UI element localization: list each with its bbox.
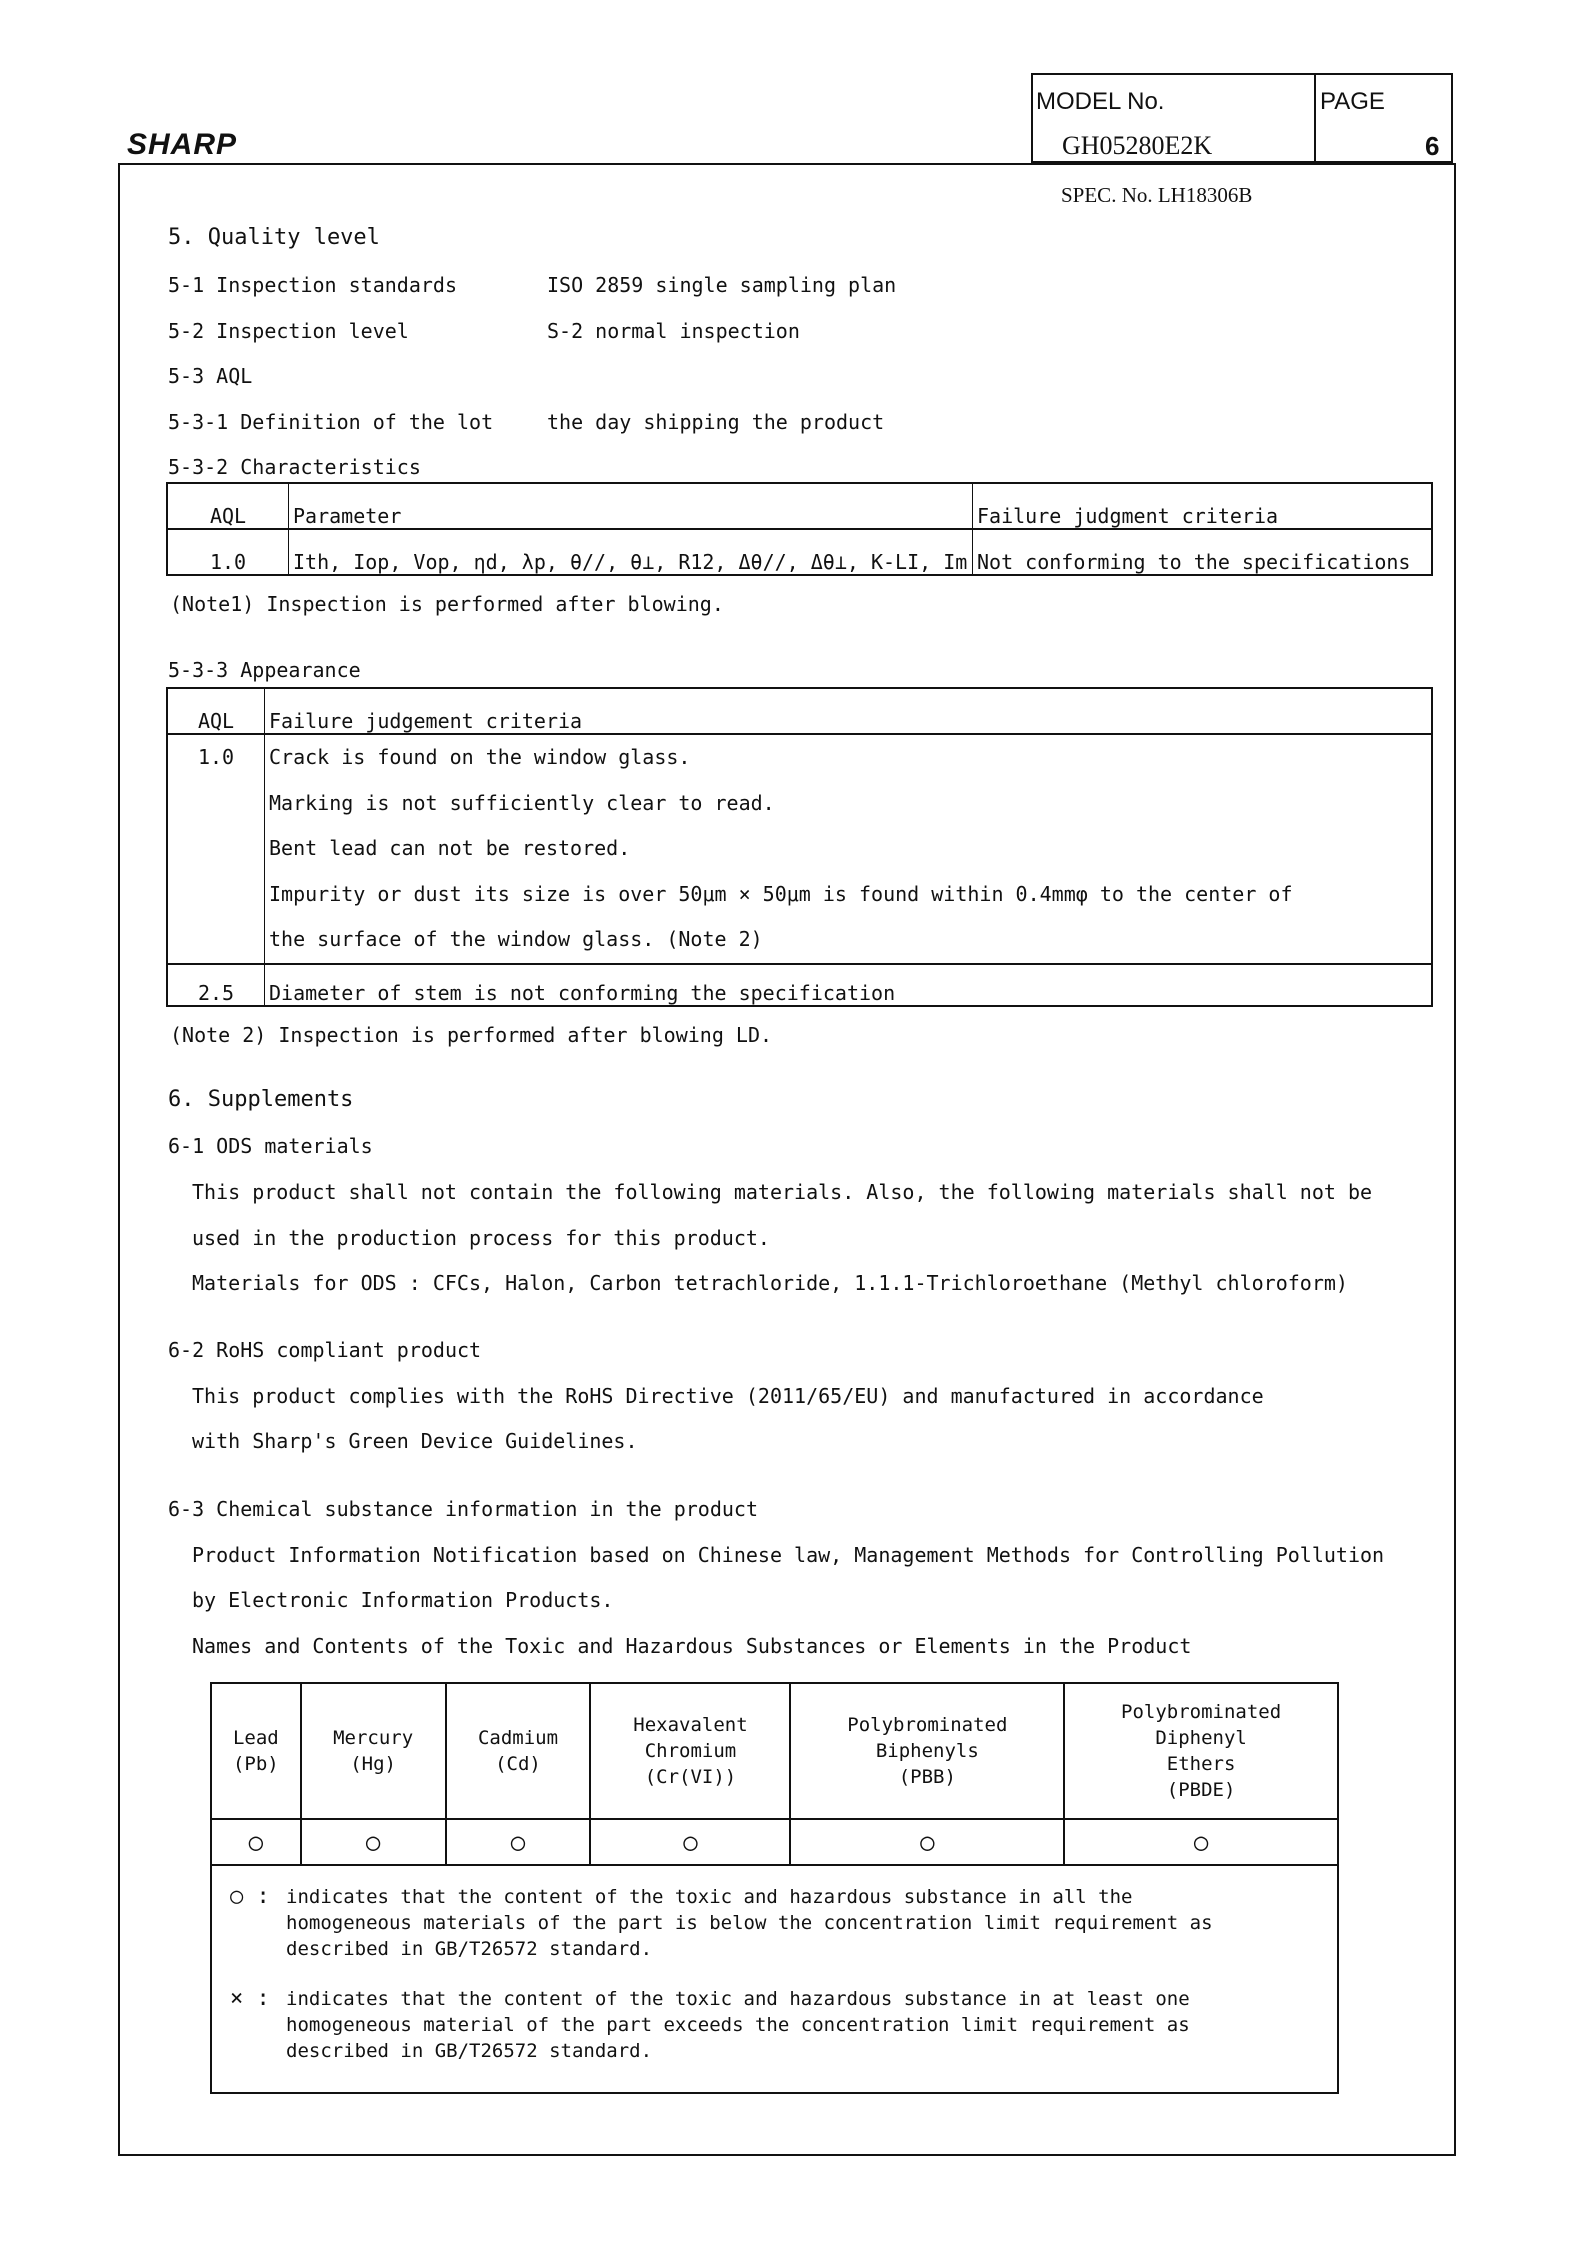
mark-pbb: ○ [790,1819,1064,1865]
mark-cadmium: ○ [446,1819,591,1865]
header-text: (PBB) [898,1766,956,1788]
header-cell-cadmium [446,1683,591,1819]
criteria-line: Bent lead can not be restored. [269,836,631,861]
header-text: Cadmium [477,1727,559,1749]
chem-line: Names and Contents of the Toxic and Hazardous Substances or Elements in the Product [192,1634,1192,1658]
mark-hexavalent-chromium: ○ [590,1819,790,1865]
header-text: Polybrominated [1121,1701,1282,1723]
criteria-line: Impurity or dust its size is over 50μm × 50μm is found within 0.4mmφ to the center of [269,881,1293,906]
page-number: 6 [1425,131,1440,161]
chem-line: by Electronic Information Products. [192,1588,614,1612]
criteria-line: the surface of the window glass. (Note 2) [269,927,763,952]
header-text: Mercury [333,1727,414,1749]
table-header-row [211,1683,1338,1819]
cell-aql: 1.0 [197,745,235,769]
rohs-title: 6-2 RoHS compliant product [168,1338,482,1362]
criteria-line: Marking is not sufficiently clear to read. [269,790,775,815]
page-label: PAGE [1320,88,1385,115]
table-row [211,1819,1338,1865]
table-row [167,964,1432,1006]
sharp-logo: SHARP [127,128,238,161]
cross-mark: × : [230,1986,270,2011]
header-text: Ethers [1166,1753,1236,1775]
header-text: (Hg) [350,1753,396,1775]
header-divider [1314,73,1316,163]
rohs-line: This product complies with the RoHS Directive (2011/65/EU) and manufactured in accordance [192,1384,1264,1408]
header-text: Diphenyl [1155,1727,1247,1749]
section-5-title: 5. Quality level [168,225,380,250]
ods-line: used in the production process for this product. [192,1226,770,1250]
header-text: (Cd) [495,1753,541,1775]
ods-line: This product shall not contain the following materials. Also, the following materials shall not be [192,1180,1373,1204]
mark-lead: ○ [211,1819,301,1865]
cell-aql: 2.5 [167,964,265,1006]
legend-cross [212,1986,1252,2064]
ods-title: 6-1 ODS materials [168,1134,373,1158]
characteristics-title: 5-3-2 Characteristics [168,455,421,479]
header-cell-parameter: Parameter [289,483,973,529]
quality-row-label: 5-3 AQL [168,364,253,388]
section-6-title: 6. Supplements [168,1087,354,1112]
legend-cell [211,1865,1338,2093]
appearance-title: 5-3-3 Appearance [168,658,361,682]
quality-row-label: 5-1 Inspection standards [168,273,457,297]
header-cell-hexavalent-chromium [590,1683,790,1819]
circle-mark: ○ : [230,1884,270,1909]
model-number-value: GH05280E2K [1062,131,1213,160]
header-text: Polybrominated [847,1714,1008,1736]
header-text: Biphenyls [875,1740,979,1762]
table-header-row [167,688,1432,734]
cell-criteria: Diameter of stem is not conforming the specification [265,964,1433,1006]
header-cell-criteria: Failure judgement criteria [265,688,1433,734]
quality-row-value: ISO 2859 single sampling plan [547,273,897,297]
mark-pbde: ○ [1064,1819,1338,1865]
quality-row-value: S-2 normal inspection [547,319,800,343]
model-number-label: MODEL No. [1036,88,1165,115]
mark-mercury: ○ [301,1819,446,1865]
hazardous-substances-table [210,1682,1339,2094]
chem-line: Product Information Notification based on Chinese law, Management Methods for Controlling Pollution [192,1543,1385,1567]
table-row [167,529,1432,575]
header-text: (Cr(VI)) [644,1766,737,1788]
quality-row-label: 5-2 Inspection level [168,319,409,343]
cell-parameter: Ith, Iop, Vop, ηd, λp, θ//, θ⊥, R12, Δθ//, Δθ⊥, K-LI, Im [289,529,973,575]
header-text: Chromium [644,1740,737,1762]
header-cell-aql: AQL [167,483,289,529]
quality-row-label: 5-3-1 Definition of the lot [168,410,494,434]
appearance-table [166,687,1433,1007]
header-cell-criteria: Failure judgment criteria [973,483,1433,529]
header-cell-lead [211,1683,301,1819]
legend-row [211,1865,1338,2093]
header-text: Lead [232,1727,279,1749]
chem-title: 6-3 Chemical substance information in the product [168,1497,759,1521]
ods-line: Materials for ODS : CFCs, Halon, Carbon tetrachloride, 1.1.1-Trichloroethane (Methyl chloroform) [192,1271,1348,1295]
table-row [167,734,1432,964]
cell-criteria: Not conforming to the specifications [973,529,1433,575]
header-cell-mercury [301,1683,446,1819]
quality-row-value: the day shipping the product [547,410,885,434]
criteria-line: Crack is found on the window glass. [269,745,691,769]
header-text: (Pb) [232,1753,279,1775]
note-2: (Note 2) Inspection is performed after blowing LD. [170,1023,773,1047]
header-cell-pbde [1064,1683,1338,1819]
note-1: (Note1) Inspection is performed after blowing. [170,592,724,616]
header-cell-aql: AQL [167,688,265,734]
legend-circle [212,1884,1252,1962]
rohs-line: with Sharp's Green Device Guidelines. [192,1429,638,1453]
header-cell-pbb [790,1683,1064,1819]
legend-cross-text: indicates that the content of the toxic and hazardous substance in at least one homogeneous material of the part exceeds the concentration limit requirement as described in GB/T26572 standard. [286,1988,1190,2062]
header-text: (PBDE) [1166,1779,1236,1801]
cell-aql: 1.0 [209,550,247,574]
header-text: Hexavalent [633,1714,748,1736]
legend-circle-text: indicates that the content of the toxic and hazardous substance in all the homogeneous materials of the part is below the concentration limit requirement as described in GB/T26572 standard. [286,1886,1213,1960]
characteristics-table [166,482,1433,576]
table-header-row [167,483,1432,529]
spec-number: SPEC. No. LH18306B [1061,183,1253,207]
